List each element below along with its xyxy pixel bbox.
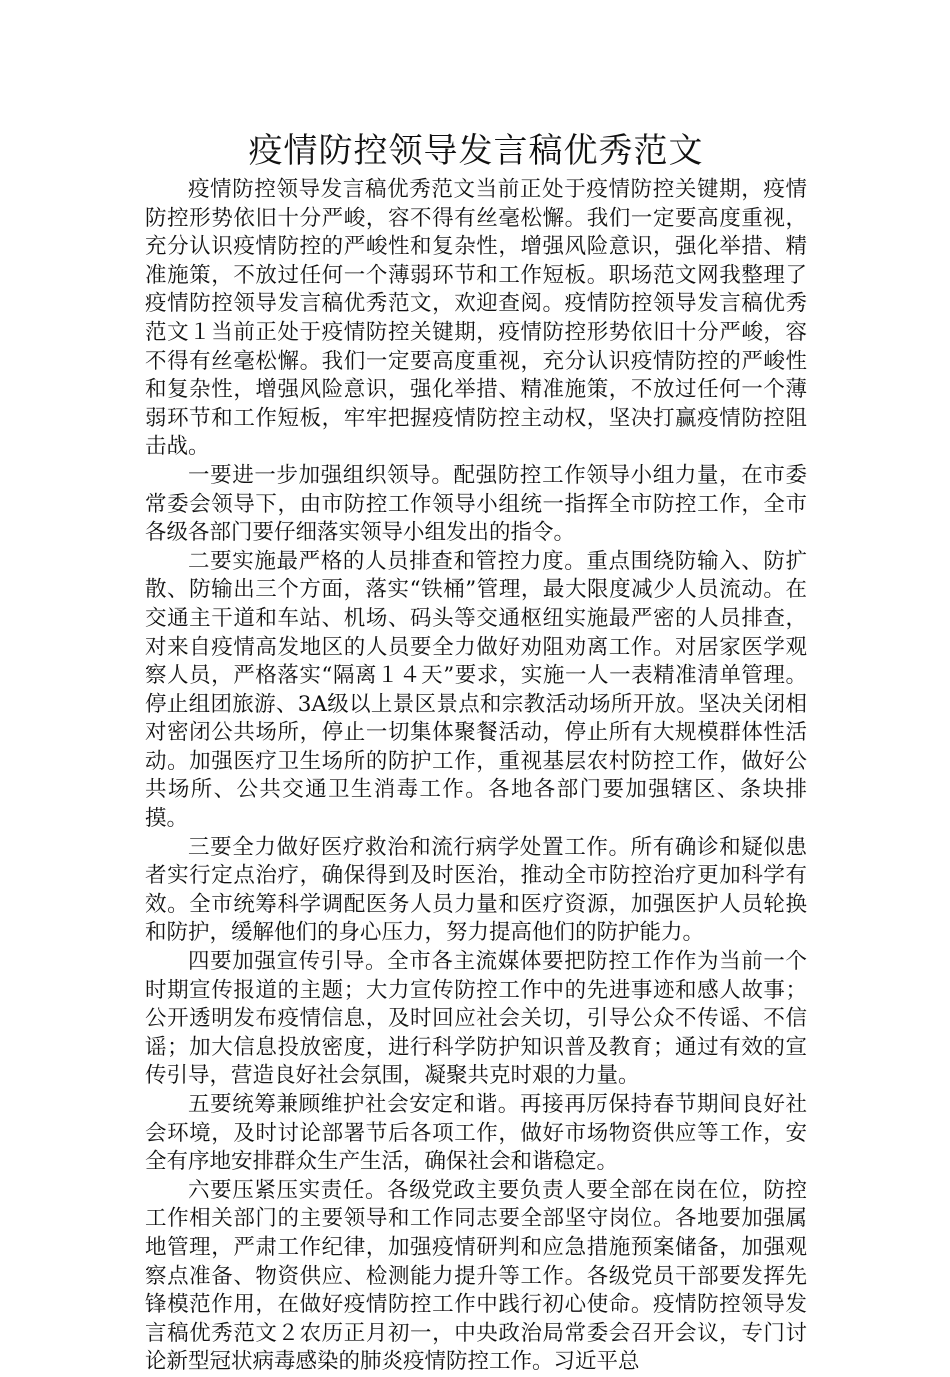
paragraph-responsibility: 六要压紧压实责任。各级党政主要负责人要全部在岗在位，防控工作相关部门的主要领导和工作同志要全部坚守岗位。各地要加强属地管理，严肃工作纪律，加强疫情研判和应急措施预案储备，加强观察点准备、物资供应、检测能力提升等工作。各级党员干部要发挥先锋模范作用，在做好疫情防控工作中践行初心使命。疫情防控领导发言稿优秀范文２农历正月初一，中央政治局常委会召开会议，专门讨论新型冠状病毒感染的肺炎疫情防控工作。习近平总 [145,1177,807,1375]
paragraph-organization: 一要进一步加强组织领导。配强防控工作领导小组力量，在市委常委会领导下，由市防控工作领导小组统一指挥全市防控工作，全市各级各部门要仔细落实领导小组发出的指令。 [145,462,807,546]
paragraph-intro: 疫情防控领导发言稿优秀范文当前正处于疫情防控关键期，疫情防控形势依旧十分严峻，容不得有丝毫松懈。我们一定要高度重视，充分认识疫情防控的严峻性和复杂性，增强风险意识，强化举措、精准施策，不放过任何一个薄弱环节和工作短板。职场范文网我整理了疫情防控领导发言稿优秀范文，欢迎查阅。疫情防控领导发言稿优秀范文１当前正处于疫情防控关键期，疫情防控形势依旧十分严峻，容不得有丝毫松懈。我们一定要高度重视，充分认识疫情防控的严峻性和复杂性，增强风险意识，强化举措、精准施策，不放过任何一个薄弱环节和工作短板，牢牢把握疫情防控主动权，坚决打赢疫情防控阻击战。 [145,177,807,460]
document-page [145,128,807,1377]
paragraph-medical: 三要全力做好医疗救治和流行病学处置工作。所有确诊和疑似患者实行定点治疗，确保得到及时医治，推动全市防控治疗更加科学有效。全市统筹科学调配医务人员力量和医疗资源，加强医护人员轮换和防护，缓解他们的身心压力，努力提高他们的防护能力。 [145,834,807,946]
paragraph-screening: 二要实施最严格的人员排查和管控力度。重点围绕防输入、防扩散、防输出三个方面，落实“铁桶”管理，最大限度减少人员流动。在交通主干道和车站、机场、码头等交通枢纽实施最严密的人员排查，对来自疫情高发地区的人员要全力做好劝阻劝离工作。对居家医学观察人员，严格落实“隔离１４天”要求，实施一人一表精准清单管理。停止组团旅游、3A级以上景区景点和宗教活动场所开放。坚决关闭相对密闭公共场所，停止一切集体聚餐活动，停止所有大规模群体性活动。加强医疗卫生场所的防护工作，重视基层农村防控工作，做好公共场所、公共交通卫生消毒工作。各地各部门要加强辖区、条块排摸。 [145,548,807,832]
paragraph-publicity: 四要加强宣传引导。全市各主流媒体要把防控工作作为当前一个时期宣传报道的主题；大力宣传防控工作中的先进事迹和感人故事；公开透明发布疫情信息，及时回应社会关切，引导公众不传谣、不信谣；加大信息投放密度，进行科学防护知识普及教育；通过有效的宣传引导，营造良好社会氛围，凝聚共克时艰的力量。 [145,949,807,1089]
paragraph-stability: 五要统筹兼顾维护社会安定和谐。再接再厉保持春节期间良好社会环境，及时讨论部署节后各项工作，做好市场物资供应等工作，安全有序地安排群众生产生活，确保社会和谐稳定。 [145,1092,807,1175]
document-title: 疫情防控领导发言稿优秀范文 [248,131,704,171]
